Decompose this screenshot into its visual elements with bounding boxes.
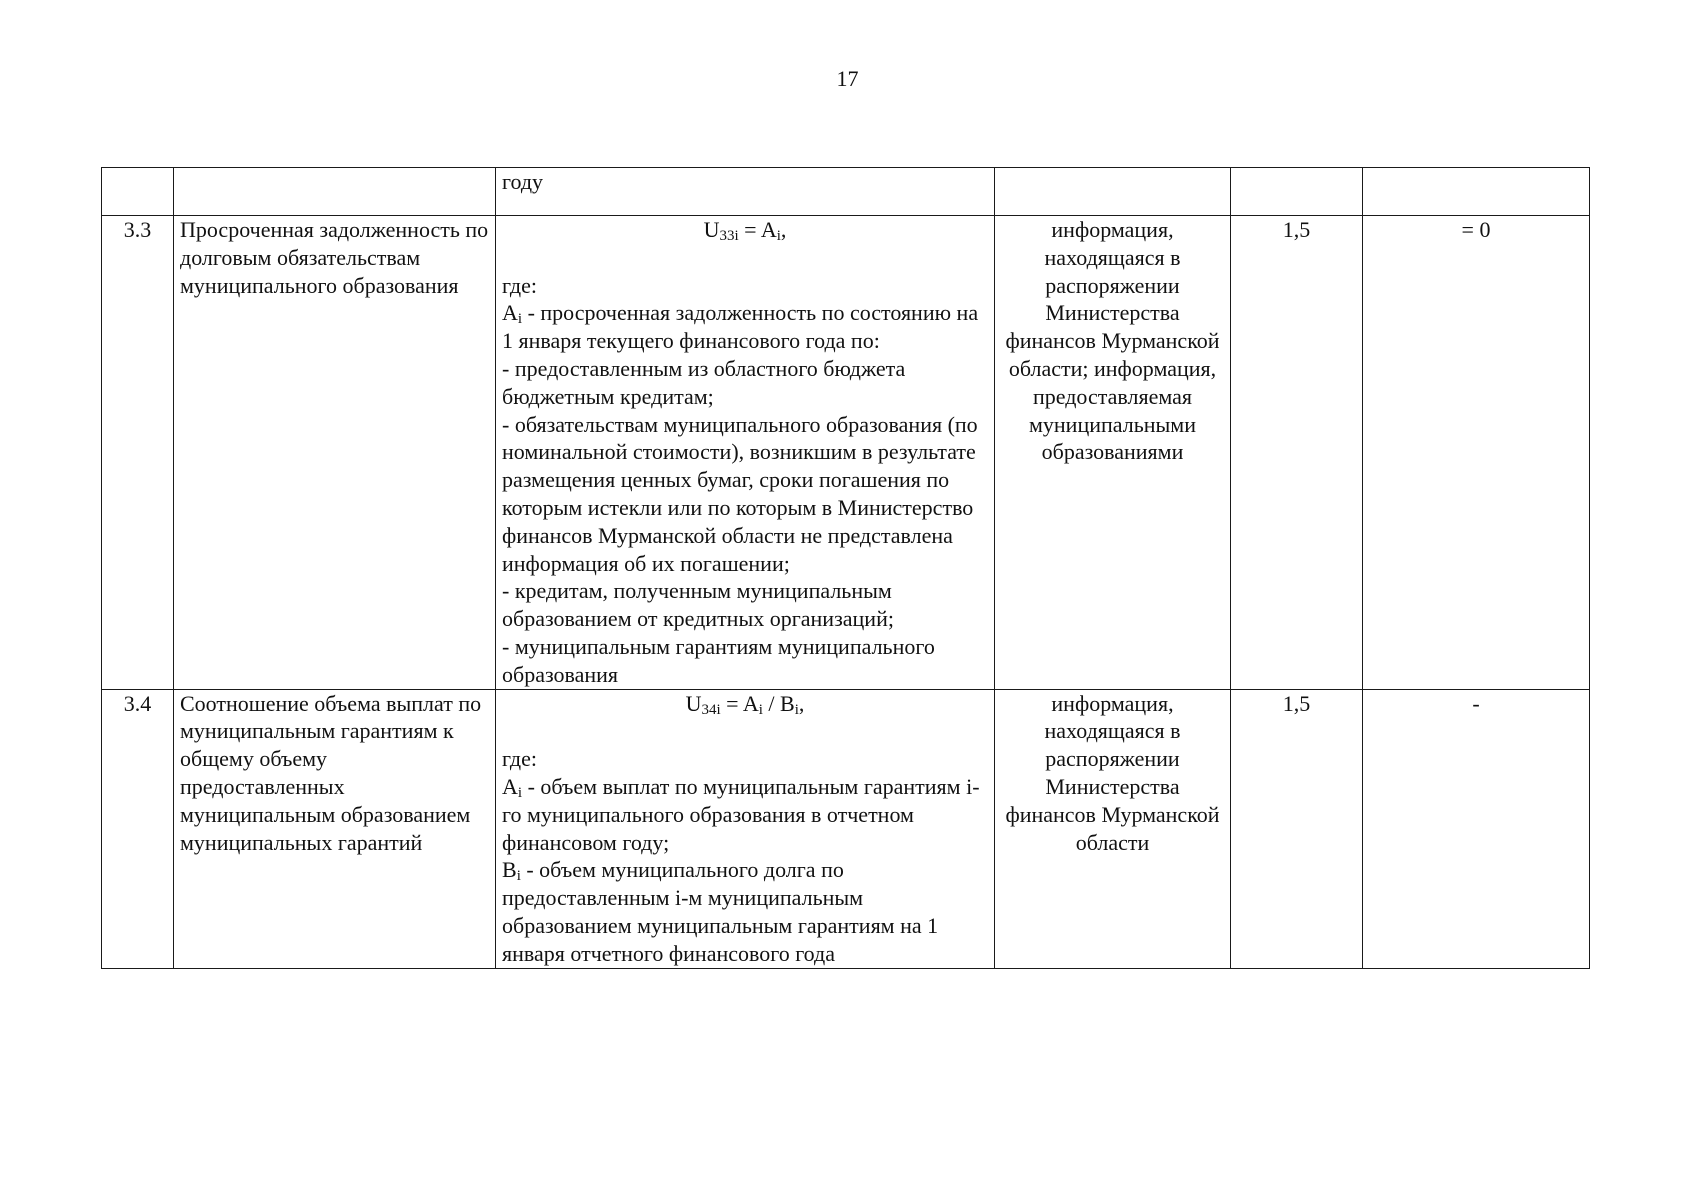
cell-indicator-name: Соотношение объема выплат по муниципальным гарантиям к общему объему предоставленных муниципальным образованием муниципальных гарантий bbox=[174, 689, 496, 968]
table-row-3-3 bbox=[102, 216, 1590, 690]
table-row-3-4 bbox=[102, 689, 1590, 968]
cell-source: информация, находящаяся в распоряжении Министерства финансов Мурманской области; информация, предоставляемая муниципальными образованиями bbox=[995, 216, 1231, 690]
formula: $U_{33i} = A_i$, bbox=[703, 217, 787, 244]
formula-definition-item: - муниципальным гарантиям муниципального образования bbox=[502, 633, 935, 687]
formula-definition-item: - кредитам, полученным муниципальным образованием от кредитных организаций; bbox=[502, 578, 894, 632]
where-label: где: bbox=[502, 272, 537, 298]
cell-number bbox=[102, 168, 174, 216]
formula-definition: $A_i$ - объем выплат по муниципальным гарантиям i-го муниципального образования в отчетном финансовом году; bbox=[502, 773, 980, 855]
page-number: 17 bbox=[836, 66, 859, 91]
where-label: где: bbox=[502, 746, 537, 772]
formula-definition: $B_i$ - объем муниципального долга по предоставленным i-м муниципальным образованием муниципальным гарантиям на 1 января отчетного финансового года bbox=[502, 857, 939, 966]
formula-definition-item: - обязательствам муниципального образования (по номинальной стоимости), возникшим в результате размещения ценных бумаг, сроки погашения по которым истекли или по которым в Министерство финансов Мурманской области не представлена информация об их погашении; bbox=[502, 411, 978, 576]
cell-coefficient: 1,5 bbox=[1231, 689, 1363, 968]
cell-formula bbox=[496, 216, 995, 690]
cell-coefficient bbox=[1231, 168, 1363, 216]
cell-value: = 0 bbox=[1363, 216, 1590, 690]
indicator-table bbox=[101, 167, 1590, 969]
cell-source: информация, находящаяся в распоряжении Министерства финансов Мурманской области bbox=[995, 689, 1231, 968]
cell-source bbox=[995, 168, 1231, 216]
cell-value: - bbox=[1363, 689, 1590, 968]
cell-formula bbox=[496, 689, 995, 968]
cell-formula bbox=[496, 168, 995, 216]
cell-indicator-name: Просроченная задолженность по долговым обязательствам муниципального образования bbox=[174, 216, 496, 690]
formula: $U_{34i} = A_i / B_i$, bbox=[685, 690, 805, 718]
cell-number: 3.3 bbox=[102, 216, 174, 690]
formula-definition-item: - предоставленным из областного бюджета бюджетным кредитам; bbox=[502, 355, 906, 409]
cell-value bbox=[1363, 168, 1590, 216]
table-row-continuation bbox=[102, 168, 1590, 216]
cell-coefficient: 1,5 bbox=[1231, 216, 1363, 690]
formula-text: году bbox=[502, 169, 544, 194]
formula-definition: $A_i$ - просроченная задолженность по состоянию на 1 января текущего финансового года по: bbox=[502, 300, 979, 354]
cell-number: 3.4 bbox=[102, 689, 174, 968]
cell-indicator-name bbox=[174, 168, 496, 216]
